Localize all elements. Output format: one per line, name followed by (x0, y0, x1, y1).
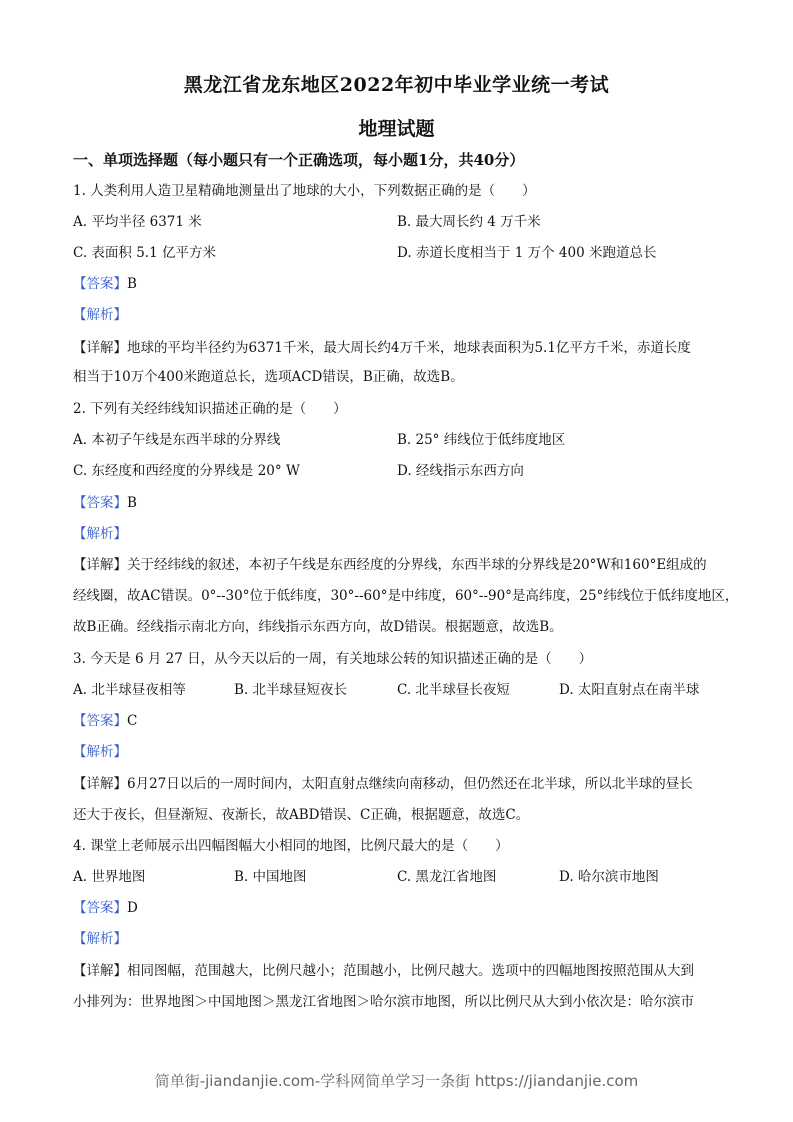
q1-analysis (73, 305, 127, 325)
q4-option-c: C. 黑龙江省地图 (397, 869, 497, 885)
section-heading: 一、单项选择题（每小题只有一个正确选项，每小题1分，共40分） (73, 151, 525, 169)
q2-option-d: D. 经线指示东西方向 (397, 463, 524, 479)
exam-subtitle: 地理试题 (358, 118, 435, 140)
q1-option-a: A. 平均半径 6371 米 (73, 214, 202, 230)
q1-detail-text1: 地球的平均半径约为6371千米，最大周长约4万千米，地球表面积为5.1亿平方千米，赤道长度 (127, 340, 691, 356)
q3-detail-line2: 还大于夜长，但昼渐短、夜渐长，故ABD错误、C正确，根据题意，故选C。 (73, 807, 530, 823)
q1-option-b: B. 最大周长约 4 万千米 (397, 214, 541, 230)
q1-stem: 1. 人类利用人造卫星精确地测量出了地球的大小，下列数据正确的是（ ） (73, 183, 536, 199)
detail-tag: 【详解】 (73, 963, 127, 979)
q3-option-a: A. 北半球昼夜相等 (73, 682, 186, 698)
q3-analysis (73, 742, 127, 762)
q3-option-d: D. 太阳直射点在南半球 (559, 682, 700, 698)
q1-detail-line1 (73, 338, 691, 358)
q2-detail-line3: 故B正确。经线指示南北方向，纬线指示东西方向，故D错误。根据题意，故选B。 (73, 619, 563, 635)
q4-option-a: A. 世界地图 (73, 869, 146, 885)
q2-detail-line1 (73, 555, 707, 575)
q3-option-b: B. 北半球昼短夜长 (234, 682, 348, 698)
q4-detail-line1 (73, 961, 694, 981)
q2-stem: 2. 下列有关经纬线知识描述正确的是（ ） (73, 401, 347, 417)
q4-stem: 4. 课堂上老师展示出四幅图幅大小相同的地图，比例尺最大的是（ ） (73, 838, 509, 854)
q2-answer-value: B (127, 495, 137, 511)
q4-option-d: D. 哈尔滨市地图 (559, 869, 659, 885)
q3-answer-value: C (127, 713, 138, 729)
answer-tag: 【答案】 (73, 276, 127, 292)
exam-title: 黑龙江省龙东地区2022年初中毕业学业统一考试 (183, 74, 610, 96)
detail-tag: 【详解】 (73, 340, 127, 356)
q2-option-c: C. 东经度和西经度的分界线是 20° W (73, 463, 300, 479)
q1-option-d: D. 赤道长度相当于 1 万个 400 米跑道总长 (397, 245, 657, 261)
q3-detail-line1 (73, 774, 693, 794)
analysis-tag: 【解析】 (73, 526, 127, 542)
q1-option-c: C. 表面积 5.1 亿平方米 (73, 245, 216, 261)
page-footer-watermark: 简单街-jiandanjie.com-学科网简单学习一条街 https://jiandanjie.com (154, 1072, 639, 1090)
q4-answer-value: D (127, 900, 138, 916)
q3-answer (73, 711, 137, 731)
q1-detail-line2: 相当于10万个400米跑道总长，选项ACD错误，B正确，故选B。 (73, 369, 464, 385)
q2-analysis (73, 524, 127, 544)
analysis-tag: 【解析】 (73, 744, 127, 760)
q2-detail-text1: 关于经纬线的叙述，本初子午线是东西经度的分界线，东西半球的分界线是20°W和160°E组成的 (127, 557, 707, 573)
q3-stem: 3. 今天是 6 月 27 日，从今天以后的一周，有关地球公转的知识描述正确的是（ ） (73, 651, 593, 667)
q4-detail-text1: 相同图幅，范围越大，比例尺越小；范围越小，比例尺越大。选项中的四幅地图按照范围从大到 (127, 963, 694, 979)
q2-option-b: B. 25° 纬线位于低纬度地区 (397, 432, 566, 448)
q1-answer (73, 274, 137, 294)
q4-option-b: B. 中国地图 (234, 869, 307, 885)
detail-tag: 【详解】 (73, 776, 127, 792)
answer-tag: 【答案】 (73, 495, 127, 511)
q3-option-c: C. 北半球昼长夜短 (397, 682, 510, 698)
q2-option-a: A. 本初子午线是东西半球的分界线 (73, 432, 281, 448)
detail-tag: 【详解】 (73, 557, 127, 573)
q4-detail-line2: 小排列为：世界地图＞中国地图＞黑龙江省地图＞哈尔滨市地图，所以比例尺从大到小依次是：哈尔滨市 (73, 994, 694, 1010)
answer-tag: 【答案】 (73, 713, 127, 729)
answer-tag: 【答案】 (73, 900, 127, 916)
q4-analysis (73, 929, 127, 949)
analysis-tag: 【解析】 (73, 931, 127, 947)
q2-detail-line2: 经线圈，故AC错误。0°--30°位于低纬度，30°--60°是中纬度，60°--90°是高纬度，25°纬线位于低纬度地区， (73, 588, 739, 604)
analysis-tag: 【解析】 (73, 307, 127, 323)
q1-answer-value: B (127, 276, 137, 292)
q4-answer (73, 898, 138, 918)
q3-detail-text1: 6月27日以后的一周时间内，太阳直射点继续向南移动，但仍然还在北半球，所以北半球的昼长 (127, 776, 693, 792)
q2-answer (73, 493, 137, 513)
